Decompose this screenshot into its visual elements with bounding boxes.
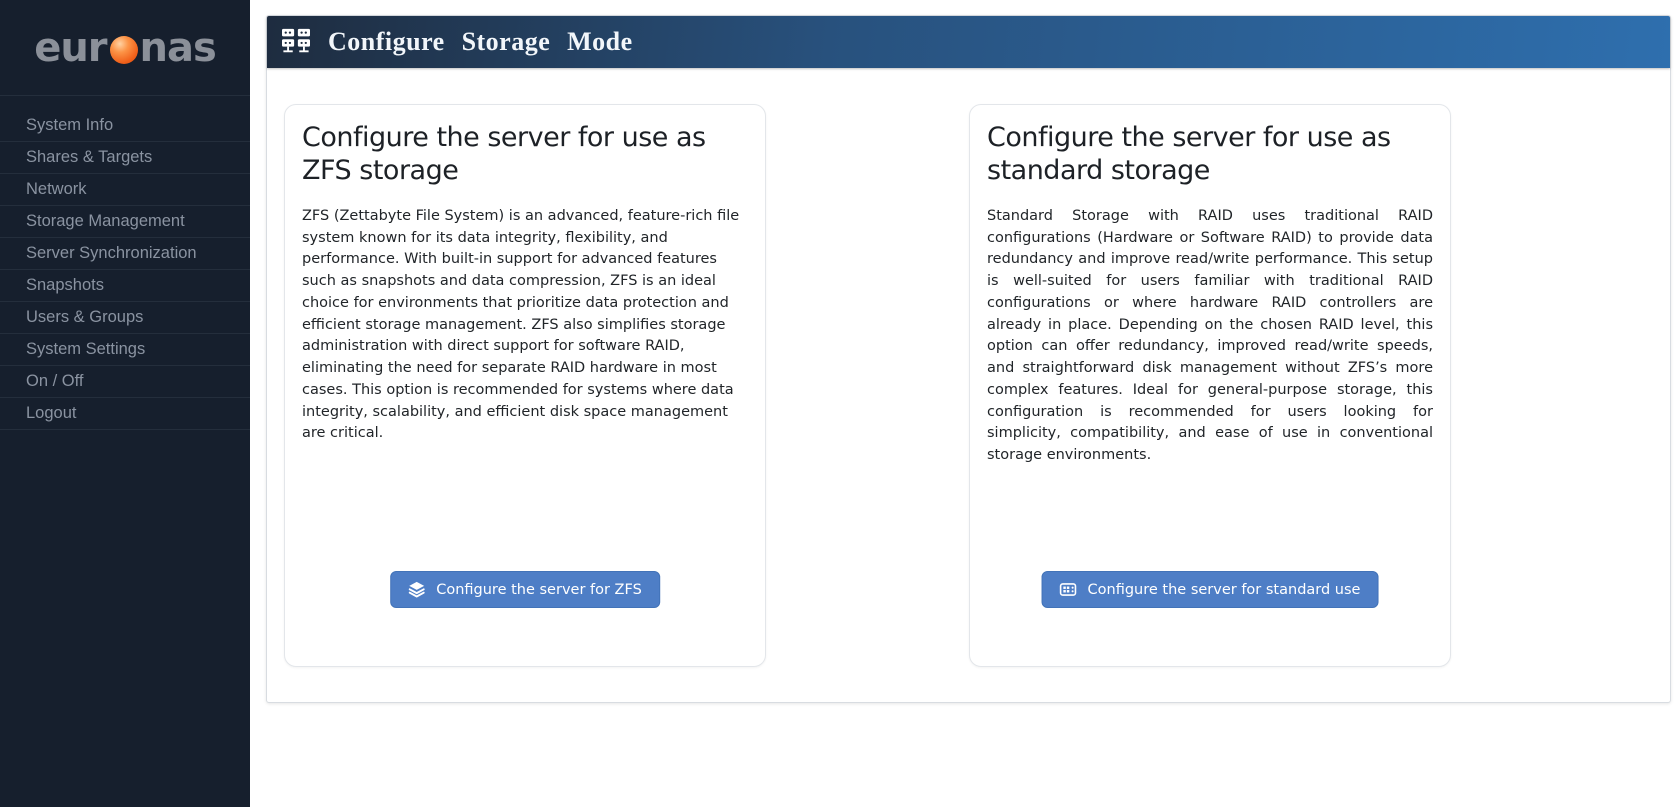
storage-mode-options [267, 68, 1670, 667]
sidebar-item-label: System Settings [26, 340, 146, 358]
logo-text-after: nas [139, 24, 216, 71]
standard-card-title: Configure the server for use as standard storage [987, 122, 1391, 186]
sidebar-item-storage-management[interactable] [0, 206, 250, 238]
server-rack-icon [280, 28, 312, 56]
sidebar-item-label: Storage Management [26, 212, 185, 230]
zfs-card-description: ZFS (Zettabyte File System) is an advanced, feature-rich file system known for its data integrity, flexibility, and performance. With built-in support for advanced features such as snapshots and data compression, ZFS is an ideal choice for environments that prioritize data protection and efficient storage management. ZFS also simplifies storage administration with direct support for software RAID, eliminating the need for separate RAID hardware in most cases. This option is recommended for systems where data integrity, scalability, and efficient disk space management are critical. [302, 207, 740, 442]
zfs-storage-card [284, 104, 766, 667]
sidebar-item-label: Logout [26, 404, 77, 422]
sidebar-item-users-groups[interactable] [0, 302, 250, 334]
sidebar-item-system-settings[interactable] [0, 334, 250, 366]
sidebar [0, 0, 250, 807]
logo-text-before: eur [34, 24, 107, 71]
sidebar-item-label: Server Synchronization [26, 244, 197, 262]
sidebar-item-system-info[interactable] [0, 110, 250, 142]
standard-card-description: Standard Storage with RAID uses traditional RAID configurations (Hardware or Software RAID) to provide data redundancy and improve read/write performance. This setup is well-suited for users familiar with traditional RAID configurations or where hardware RAID controllers are already in place. Depending on the chosen RAID level, this option can offer redundancy, improved read/write speeds, and straightforward disk management without ZFS’s more complex features. Ideal for general-purpose storage, this configuration is recommended for users looking for simplicity, compatibility, and ease of use in conventional storage environments. [987, 207, 1433, 464]
page-title: Configure Storage Mode [328, 27, 633, 56]
panel-header [267, 16, 1670, 68]
layers-icon [408, 581, 425, 598]
sidebar-item-shares-targets[interactable] [0, 142, 250, 174]
sidebar-item-label: System Info [26, 116, 114, 134]
main-area [250, 0, 1680, 807]
configure-standard-button-label: Configure the server for standard use [1087, 581, 1361, 598]
standard-storage-card [969, 104, 1451, 667]
configure-storage-mode-panel [266, 15, 1671, 703]
sidebar-item-logout[interactable] [0, 398, 250, 430]
sidebar-item-server-synchronization[interactable] [0, 238, 250, 270]
sidebar-item-label: Network [26, 180, 87, 198]
sidebar-menu [0, 95, 250, 430]
sidebar-item-label: Shares & Targets [26, 148, 153, 166]
sidebar-item-snapshots[interactable] [0, 270, 250, 302]
sidebar-item-label: On / Off [26, 372, 84, 390]
configure-standard-button[interactable] [1042, 571, 1379, 608]
sidebar-item-label: Users & Groups [26, 308, 144, 326]
orange-sphere-icon [110, 36, 138, 64]
sidebar-item-on-off[interactable] [0, 366, 250, 398]
configure-zfs-button[interactable] [390, 571, 660, 608]
sidebar-item-network[interactable] [0, 174, 250, 206]
configure-zfs-button-label: Configure the server for ZFS [436, 581, 642, 598]
sidebar-item-label: Snapshots [26, 276, 104, 294]
hdd-rack-icon [1060, 581, 1077, 598]
zfs-card-title: Configure the server for use as ZFS storage [302, 122, 706, 186]
euronas-logo [0, 0, 250, 95]
